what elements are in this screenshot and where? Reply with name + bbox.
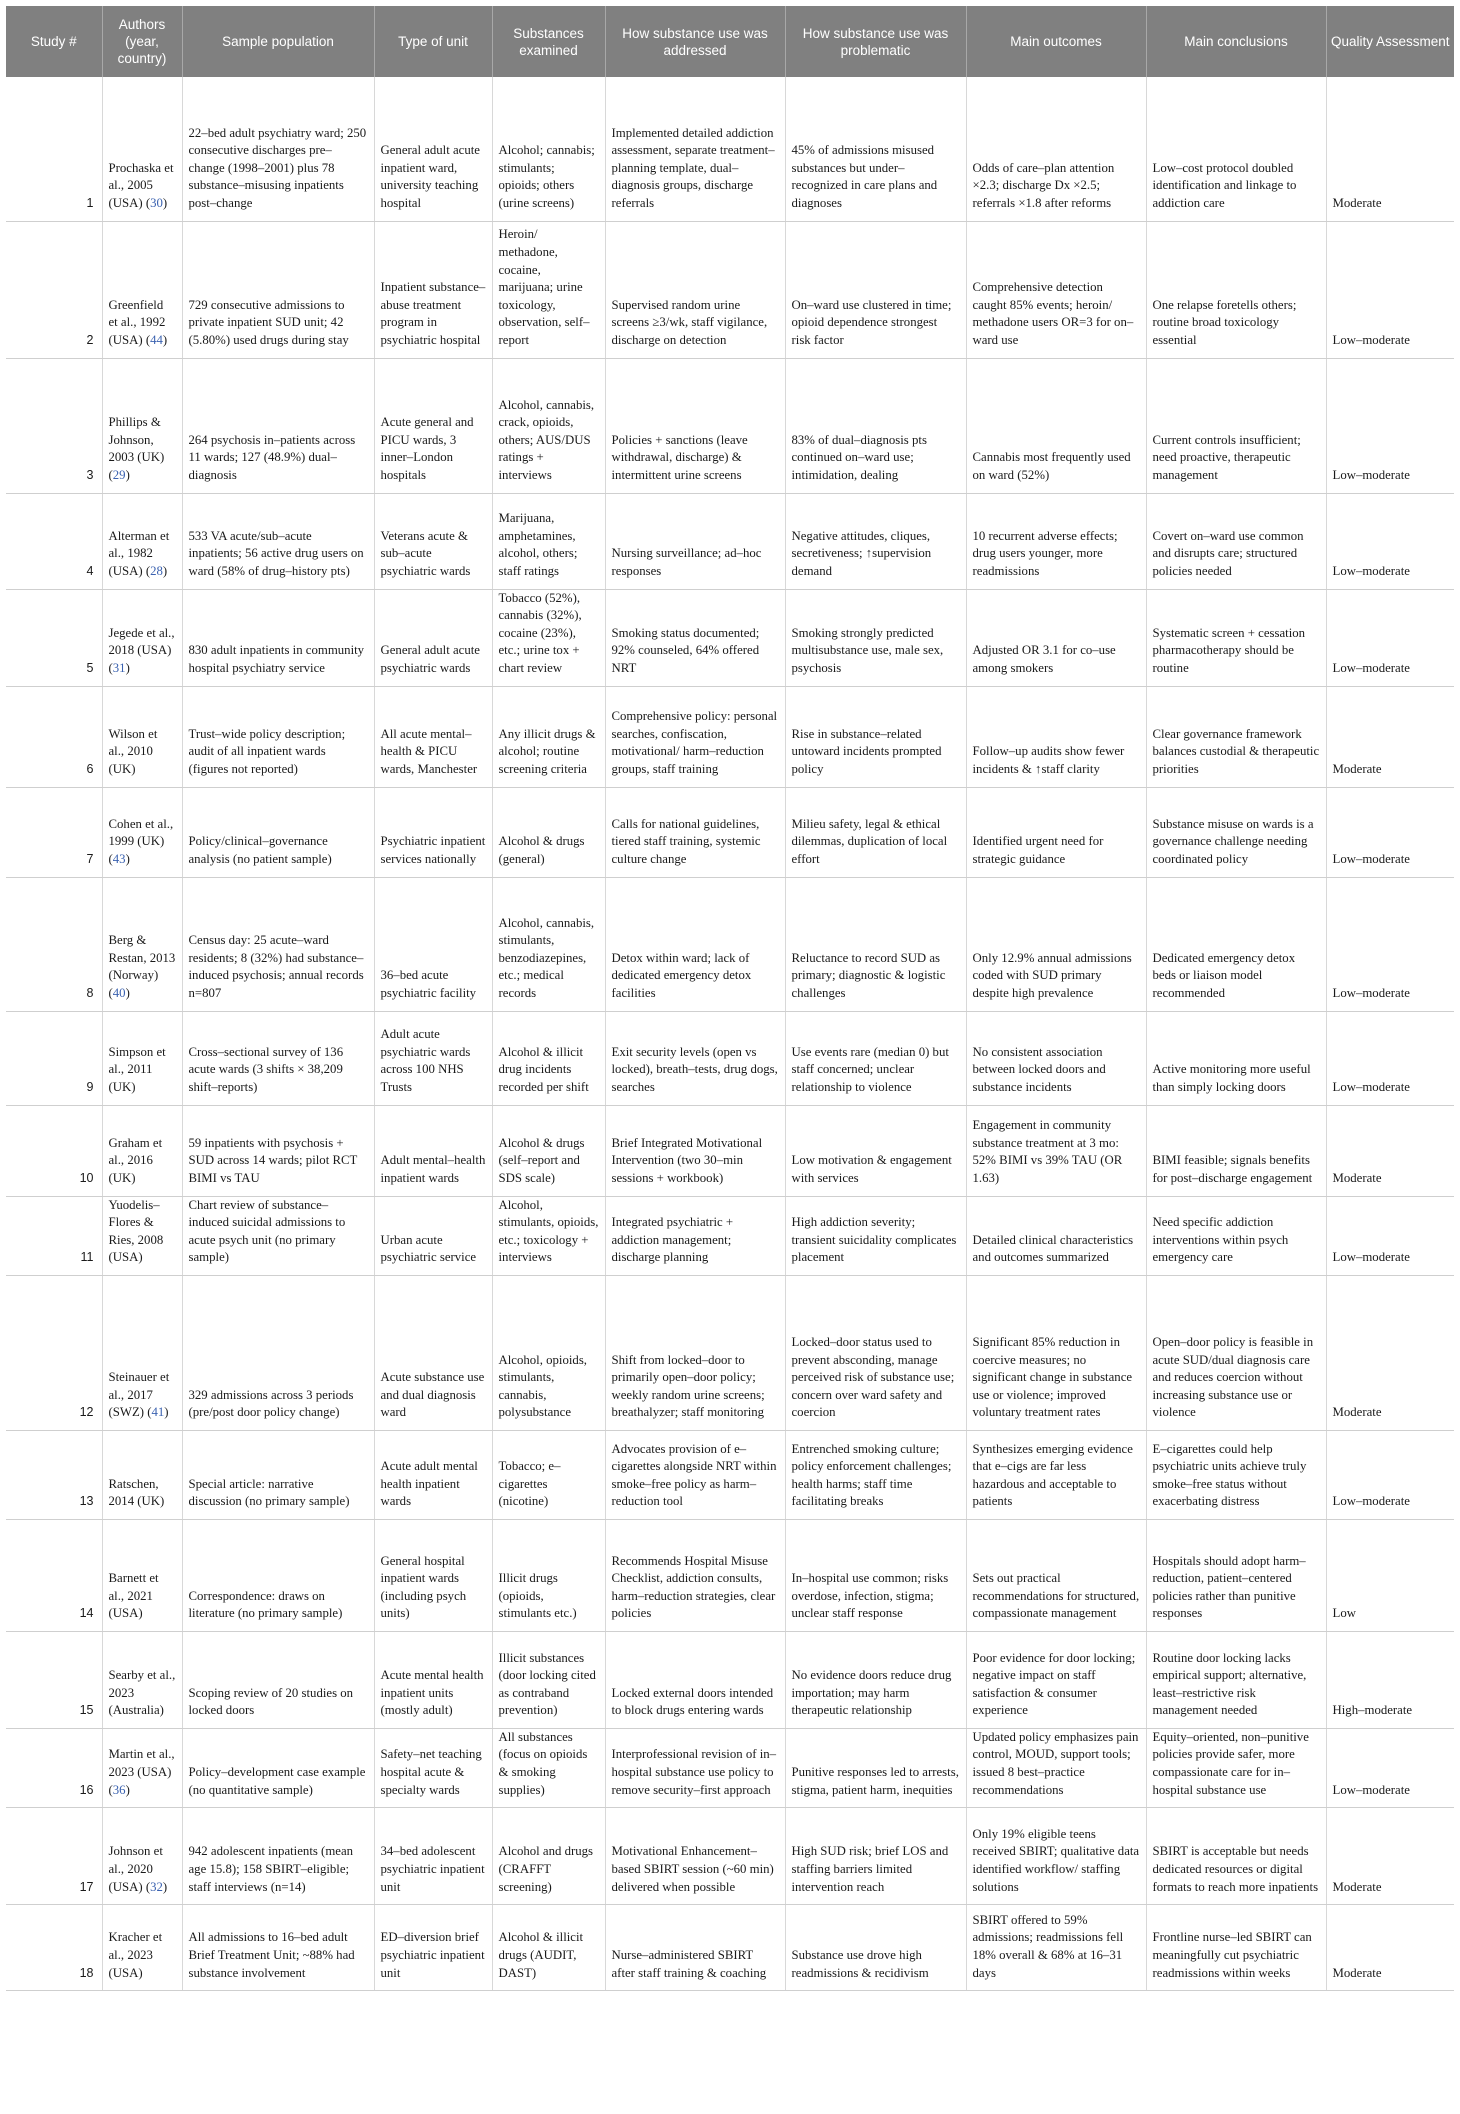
cell-how-problematic: Milieu safety, legal & ethical dilemmas, duplication of local effort [785, 787, 966, 877]
table-row [6, 221, 1454, 358]
cell-how-problematic: Smoking strongly predicted multisubstance use, male sex, psychosis [785, 589, 966, 686]
cell-substances: Alcohol and drugs (CRAFFT screening) [492, 1808, 605, 1905]
author-text: Graham et al., 2016 (UK) [108, 1135, 163, 1185]
cell-how-problematic: Low motivation & engagement with services [785, 1105, 966, 1196]
cell-how-addressed: Interprofessional revision of in–hospital substance use policy to remove security–first approach [605, 1728, 785, 1807]
cell-sample-population: Trust–wide policy description; audit of all inpatient wards (figures not reported) [182, 686, 374, 787]
cell-main-conclusions: Dedicated emergency detox beds or liaison model recommended [1146, 877, 1326, 1011]
cell-authors [102, 686, 182, 787]
cell-how-problematic: Rise in substance–related untoward incidents prompted policy [785, 686, 966, 787]
cell-type-of-unit: All acute mental–health & PICU wards, Manchester [374, 686, 492, 787]
table-row [6, 1275, 1454, 1430]
cell-how-problematic: In–hospital use common; risks overdose, infection, stigma; unclear staff response [785, 1519, 966, 1631]
cell-main-conclusions: SBIRT is acceptable but needs dedicated resources or digital formats to reach more inpatients [1146, 1808, 1326, 1905]
cell-study-number: 1 [6, 77, 102, 221]
cell-type-of-unit: Adult acute psychiatric wards across 100 NHS Trusts [374, 1011, 492, 1105]
cell-type-of-unit: 36–bed acute psychiatric facility [374, 877, 492, 1011]
cell-authors [102, 1905, 182, 1991]
cell-quality-assessment: Moderate [1326, 1105, 1454, 1196]
cell-sample-population: 329 admissions across 3 periods (pre/post door policy change) [182, 1275, 374, 1430]
cell-authors [102, 787, 182, 877]
cell-study-number: 3 [6, 358, 102, 493]
table-row [6, 1011, 1454, 1105]
study-table-container [6, 6, 1454, 1991]
table-row [6, 589, 1454, 686]
table-row [6, 1105, 1454, 1196]
cell-sample-population: 533 VA acute/sub–acute inpatients; 56 active drug users on ward (58% of drug–history pts) [182, 493, 374, 589]
cell-authors [102, 877, 182, 1011]
author-text-close: ) [125, 985, 130, 1000]
cell-study-number: 9 [6, 1011, 102, 1105]
cell-quality-assessment: Low–moderate [1326, 1728, 1454, 1807]
cell-main-conclusions: Clear governance framework balances custodial & therapeutic priorities [1146, 686, 1326, 787]
cell-study-number: 6 [6, 686, 102, 787]
author-text-close: ) [125, 660, 130, 675]
cell-authors [102, 1430, 182, 1519]
cell-main-outcomes: Comprehensive detection caught 85% events; heroin/ methadone users OR=3 for on–ward use [966, 221, 1146, 358]
cell-how-addressed: Motivational Enhancement–based SBIRT session (~60 min) delivered when possible [605, 1808, 785, 1905]
cell-substances: Marijuana, amphetamines, alcohol, others; staff ratings [492, 493, 605, 589]
reference-link[interactable]: 30 [150, 195, 163, 210]
header-how-problematic: How substance use was problematic [785, 6, 966, 77]
author-text-close: ) [162, 1879, 168, 1894]
author-text: Searby et al., 2023 (Australia) [108, 1668, 176, 1718]
cell-type-of-unit: General adult acute psychiatric wards [374, 589, 492, 686]
cell-study-number: 11 [6, 1196, 102, 1275]
table-row [6, 1631, 1454, 1728]
study-characteristics-table [6, 6, 1454, 1991]
reference-link[interactable]: 36 [112, 1782, 126, 1797]
cell-study-number: 8 [6, 877, 102, 1011]
cell-main-conclusions: Equity–oriented, non–punitive policies provide safer, more compassionate care for in–hospital substance use [1146, 1728, 1326, 1807]
author-text-close: ) [162, 195, 168, 210]
cell-substances: Any illicit drugs & alcohol; routine screening criteria [492, 686, 605, 787]
cell-type-of-unit: General adult acute inpatient ward, university teaching hospital [374, 77, 492, 221]
table-row [6, 358, 1454, 493]
cell-quality-assessment: Low [1326, 1519, 1454, 1631]
reference-link[interactable]: 43 [112, 851, 126, 866]
cell-main-outcomes: Synthesizes emerging evidence that e–cigs are far less hazardous and acceptable to patients [966, 1430, 1146, 1519]
cell-study-number: 5 [6, 589, 102, 686]
cell-authors [102, 358, 182, 493]
cell-study-number: 13 [6, 1430, 102, 1519]
cell-main-conclusions: Current controls insufficient; need proactive, therapeutic management [1146, 358, 1326, 493]
cell-authors [102, 1728, 182, 1807]
cell-substances: All substances (focus on opioids & smoking supplies) [492, 1728, 605, 1807]
cell-main-conclusions: Open–door policy is feasible in acute SUD/dual diagnosis care and reduces coercion without increasing substance use or violence [1146, 1275, 1326, 1430]
cell-main-conclusions: One relapse foretells others; routine broad toxicology essential [1146, 221, 1326, 358]
cell-main-conclusions: Substance misuse on wards is a governance challenge needing coordinated policy [1146, 787, 1326, 877]
cell-authors [102, 1011, 182, 1105]
cell-sample-population: Policy/clinical–governance analysis (no patient sample) [182, 787, 374, 877]
table-body [6, 77, 1454, 1991]
cell-main-outcomes: Follow–up audits show fewer incidents & ↑staff clarity [966, 686, 1146, 787]
author-text: Greenfield et al., 1992 (USA) ( [108, 297, 166, 347]
cell-how-problematic: Locked–door status used to prevent absconding, manage perceived risk of substance use; concern over ward safety and coercion [785, 1275, 966, 1430]
cell-substances: Tobacco (52%), cannabis (32%), cocaine (23%), etc.; urine tox + chart review [492, 589, 605, 686]
cell-how-problematic: On–ward use clustered in time; opioid dependence strongest risk factor [785, 221, 966, 358]
cell-type-of-unit: ED–diversion brief psychiatric inpatient unit [374, 1905, 492, 1991]
cell-quality-assessment: High–moderate [1326, 1631, 1454, 1728]
cell-quality-assessment: Moderate [1326, 686, 1454, 787]
cell-substances: Tobacco; e–cigarettes (nicotine) [492, 1430, 605, 1519]
cell-how-problematic: High addiction severity; transient suicidality complicates placement [785, 1196, 966, 1275]
author-text: Johnson et al., 2020 (USA) ( [108, 1844, 163, 1894]
reference-link[interactable]: 41 [151, 1405, 165, 1420]
cell-authors [102, 1196, 182, 1275]
cell-main-outcomes: Identified urgent need for strategic guidance [966, 787, 1146, 877]
reference-link[interactable]: 40 [112, 985, 126, 1000]
cell-substances: Illicit substances (door locking cited as contraband prevention) [492, 1631, 605, 1728]
cell-main-outcomes: Significant 85% reduction in coercive measures; no significant change in substance use or violence; improved voluntary treatment rates [966, 1275, 1146, 1430]
cell-main-outcomes: No consistent association between locked doors and substance incidents [966, 1011, 1146, 1105]
cell-sample-population: 264 psychosis in–patients across 11 wards; 127 (48.9%) dual–diagnosis [182, 358, 374, 493]
cell-main-conclusions: Routine door locking lacks empirical support; alternative, least–restrictive risk management needed [1146, 1631, 1326, 1728]
cell-main-outcomes: Updated policy emphasizes pain control, MOUD, support tools; issued 8 best–practice recommendations [966, 1728, 1146, 1807]
cell-how-problematic: Punitive responses led to arrests, stigma, patient harm, inequities [785, 1728, 966, 1807]
author-text: Cohen et al., 1999 (UK) ( [108, 816, 174, 866]
cell-main-outcomes: Adjusted OR 3.1 for co–use among smokers [966, 589, 1146, 686]
cell-sample-population: 729 consecutive admissions to private inpatient SUD unit; 42 (5.80%) used drugs during stay [182, 221, 374, 358]
cell-sample-population: 942 adolescent inpatients (mean age 15.8); 158 SBIRT–eligible; staff interviews (n=14) [182, 1808, 374, 1905]
author-text-close: ) [164, 1405, 169, 1420]
cell-quality-assessment: Moderate [1326, 77, 1454, 221]
cell-authors [102, 1519, 182, 1631]
author-text: Kracher et al., 2023 (USA) [108, 1930, 163, 1980]
header-main-conclusions: Main conclusions [1146, 6, 1326, 77]
author-text-close: ) [162, 563, 168, 578]
cell-sample-population: 22–bed adult psychiatry ward; 250 consecutive discharges pre–change (1998–2001) plus 78 substance–misusing inpatients post–change [182, 77, 374, 221]
cell-sample-population: 830 adult inpatients in community hospital psychiatry service [182, 589, 374, 686]
cell-how-addressed: Comprehensive policy: personal searches, confiscation, motivational/ harm–reduction groups, staff training [605, 686, 785, 787]
cell-substances: Alcohol & illicit drugs (AUDIT, DAST) [492, 1905, 605, 1991]
cell-type-of-unit: 34–bed adolescent psychiatric inpatient unit [374, 1808, 492, 1905]
author-text: Alterman et al., 1982 (USA) ( [108, 528, 170, 578]
cell-how-problematic: Use events rare (median 0) but staff concerned; unclear relationship to violence [785, 1011, 966, 1105]
cell-study-number: 14 [6, 1519, 102, 1631]
table-row [6, 493, 1454, 589]
cell-authors [102, 1275, 182, 1430]
cell-main-outcomes: Only 19% eligible teens received SBIRT; qualitative data identified workflow/ staffing solutions [966, 1808, 1146, 1905]
cell-type-of-unit: Acute mental health inpatient units (mostly adult) [374, 1631, 492, 1728]
author-text-close: ) [125, 1782, 130, 1797]
author-text: Simpson et al., 2011 (UK) [108, 1044, 166, 1094]
cell-sample-population: Census day: 25 acute–ward residents; 8 (32%) had substance–induced psychosis; annual records n=807 [182, 877, 374, 1011]
cell-sample-population: Special article: narrative discussion (no primary sample) [182, 1430, 374, 1519]
cell-how-problematic: 83% of dual–diagnosis pts continued on–ward use; intimidation, dealing [785, 358, 966, 493]
cell-sample-population: Chart review of substance–induced suicidal admissions to acute psych unit (no primary sample) [182, 1196, 374, 1275]
author-text: Phillips & Johnson, 2003 (UK) ( [108, 415, 165, 482]
cell-main-conclusions: BIMI feasible; signals benefits for post–discharge engagement [1146, 1105, 1326, 1196]
cell-how-addressed: Supervised random urine screens ≥3/wk, staff vigilance, discharge on detection [605, 221, 785, 358]
cell-sample-population: Correspondence: draws on literature (no primary sample) [182, 1519, 374, 1631]
cell-quality-assessment: Low–moderate [1326, 787, 1454, 877]
cell-sample-population: Scoping review of 20 studies on locked doors [182, 1631, 374, 1728]
reference-link[interactable]: 31 [112, 660, 126, 675]
table-row [6, 787, 1454, 877]
cell-type-of-unit: Psychiatric inpatient services nationally [374, 787, 492, 877]
reference-link[interactable]: 32 [150, 1879, 163, 1894]
cell-how-addressed: Shift from locked–door to primarily open–door policy; weekly random urine screens; breathalyzer; staff monitoring [605, 1275, 785, 1430]
cell-quality-assessment: Low–moderate [1326, 1011, 1454, 1105]
cell-main-outcomes: Only 12.9% annual admissions coded with SUD primary despite high prevalence [966, 877, 1146, 1011]
cell-substances: Alcohol, opioids, stimulants, cannabis, polysubstance [492, 1275, 605, 1430]
cell-type-of-unit: Safety–net teaching hospital acute & specialty wards [374, 1728, 492, 1807]
cell-type-of-unit: Adult mental–health inpatient wards [374, 1105, 492, 1196]
header-quality-assessment: Quality Assessment [1326, 6, 1454, 77]
cell-type-of-unit: Acute adult mental health inpatient wards [374, 1430, 492, 1519]
table-row [6, 1905, 1454, 1991]
cell-main-outcomes: Sets out practical recommendations for structured, compassionate management [966, 1519, 1146, 1631]
cell-main-outcomes: Poor evidence for door locking; negative impact on staff satisfaction & consumer experience [966, 1631, 1146, 1728]
reference-link[interactable]: 29 [112, 467, 126, 482]
cell-how-addressed: Advocates provision of e–cigarettes alongside NRT within smoke–free policy as harm–reduction tool [605, 1430, 785, 1519]
cell-quality-assessment: Moderate [1326, 1905, 1454, 1991]
cell-type-of-unit: General hospital inpatient wards (including psych units) [374, 1519, 492, 1631]
header-substances-examined: Substances examined [492, 6, 605, 77]
cell-authors [102, 1808, 182, 1905]
header-type-of-unit: Type of unit [374, 6, 492, 77]
cell-how-addressed: Smoking status documented; 92% counseled, 64% offered NRT [605, 589, 785, 686]
cell-main-conclusions: Systematic screen + cessation pharmacotherapy should be routine [1146, 589, 1326, 686]
cell-sample-population: Policy–development case example (no quantitative sample) [182, 1728, 374, 1807]
cell-type-of-unit: Acute substance use and dual diagnosis ward [374, 1275, 492, 1430]
cell-quality-assessment: Low–moderate [1326, 1430, 1454, 1519]
header-how-addressed: How substance use was addressed [605, 6, 785, 77]
cell-how-problematic: Negative attitudes, cliques, secretiveness; ↑supervision demand [785, 493, 966, 589]
header-row [6, 6, 1454, 77]
cell-study-number: 7 [6, 787, 102, 877]
cell-how-problematic: Substance use drove high readmissions & recidivism [785, 1905, 966, 1991]
author-text: Barnett et al., 2021 (USA) [108, 1571, 159, 1621]
table-row [6, 1519, 1454, 1631]
cell-authors [102, 221, 182, 358]
cell-main-conclusions: Need specific addiction interventions within psych emergency care [1146, 1196, 1326, 1275]
cell-study-number: 16 [6, 1728, 102, 1807]
table-row [6, 686, 1454, 787]
cell-how-addressed: Exit security levels (open vs locked), breath–tests, drug dogs, searches [605, 1011, 785, 1105]
cell-how-addressed: Nursing surveillance; ad–hoc responses [605, 493, 785, 589]
cell-how-addressed: Detox within ward; lack of dedicated emergency detox facilities [605, 877, 785, 1011]
cell-study-number: 2 [6, 221, 102, 358]
cell-main-conclusions: Active monitoring more useful than simply locking doors [1146, 1011, 1326, 1105]
cell-main-conclusions: Low–cost protocol doubled identification and linkage to addiction care [1146, 77, 1326, 221]
author-text: Prochaska et al., 2005 (USA) ( [108, 160, 174, 210]
cell-substances: Heroin/ methadone, cocaine, marijuana; urine toxicology, observation, self–report [492, 221, 605, 358]
cell-substances: Alcohol, cannabis, crack, opioids, others; AUS/DUS ratings + interviews [492, 358, 605, 493]
cell-main-conclusions: E–cigarettes could help psychiatric units achieve truly smoke–free status without exacerbating distress [1146, 1430, 1326, 1519]
author-text-close: ) [125, 851, 130, 866]
reference-link[interactable]: 28 [150, 563, 163, 578]
cell-main-outcomes: 10 recurrent adverse effects; drug users younger, more readmissions [966, 493, 1146, 589]
cell-quality-assessment: Low–moderate [1326, 493, 1454, 589]
cell-substances: Alcohol; cannabis; stimulants; opioids; others (urine screens) [492, 77, 605, 221]
cell-quality-assessment: Low–moderate [1326, 589, 1454, 686]
cell-how-problematic: Reluctance to record SUD as primary; diagnostic & logistic challenges [785, 877, 966, 1011]
author-text: Ratschen, 2014 (UK) [108, 1476, 165, 1509]
cell-authors [102, 1105, 182, 1196]
cell-how-addressed: Integrated psychiatric + addiction management; discharge planning [605, 1196, 785, 1275]
cell-main-conclusions: Covert on–ward use common and disrupts care; structured policies needed [1146, 493, 1326, 589]
reference-link[interactable]: 44 [150, 332, 163, 347]
cell-main-outcomes: Odds of care–plan attention ×2.3; discharge Dx ×2.5; referrals ×1.8 after reforms [966, 77, 1146, 221]
cell-quality-assessment: Low–moderate [1326, 877, 1454, 1011]
cell-substances: Illicit drugs (opioids, stimulants etc.) [492, 1519, 605, 1631]
cell-sample-population: All admissions to 16–bed adult Brief Treatment Unit; ~88% had substance involvement [182, 1905, 374, 1991]
cell-main-outcomes: Engagement in community substance treatment at 3 mo: 52% BIMI vs 39% TAU (OR 1.63) [966, 1105, 1146, 1196]
author-text-close: ) [125, 467, 130, 482]
table-row [6, 1196, 1454, 1275]
cell-main-conclusions: Frontline nurse–led SBIRT can meaningfully cut psychiatric readmissions within weeks [1146, 1905, 1326, 1991]
header-authors: Authors (year, country) [102, 6, 182, 77]
cell-substances: Alcohol, stimulants, opioids, etc.; toxicology + interviews [492, 1196, 605, 1275]
table-row [6, 1808, 1454, 1905]
cell-quality-assessment: Low–moderate [1326, 1196, 1454, 1275]
cell-main-conclusions: Hospitals should adopt harm–reduction, patient–centered policies rather than punitive responses [1146, 1519, 1326, 1631]
cell-main-outcomes: Cannabis most frequently used on ward (52%) [966, 358, 1146, 493]
cell-how-addressed: Locked external doors intended to block drugs entering wards [605, 1631, 785, 1728]
cell-type-of-unit: Inpatient substance–abuse treatment program in psychiatric hospital [374, 221, 492, 358]
cell-quality-assessment: Low–moderate [1326, 358, 1454, 493]
cell-substances: Alcohol & drugs (self–report and SDS scale) [492, 1105, 605, 1196]
author-text: Yuodelis–Flores & Ries, 2008 (USA) [108, 1197, 164, 1265]
cell-type-of-unit: Urban acute psychiatric service [374, 1196, 492, 1275]
header-study-number: Study # [6, 6, 102, 77]
author-text: Wilson et al., 2010 (UK) [108, 726, 158, 776]
cell-how-addressed: Recommends Hospital Misuse Checklist, addiction consults, harm–reduction strategies, clear policies [605, 1519, 785, 1631]
cell-main-outcomes: SBIRT offered to 59% admissions; readmissions fell 18% overall & 68% at 16–31 days [966, 1905, 1146, 1991]
header-sample-population: Sample population [182, 6, 374, 77]
cell-study-number: 4 [6, 493, 102, 589]
author-text: Steinauer et al., 2017 (SWZ) ( [108, 1370, 170, 1420]
cell-how-problematic: Entrenched smoking culture; policy enforcement challenges; health harms; staff time facilitating breaks [785, 1430, 966, 1519]
cell-substances: Alcohol & drugs (general) [492, 787, 605, 877]
cell-authors [102, 493, 182, 589]
cell-how-problematic: 45% of admissions misused substances but under–recognized in care plans and diagnoses [785, 77, 966, 221]
cell-quality-assessment: Low–moderate [1326, 221, 1454, 358]
cell-study-number: 18 [6, 1905, 102, 1991]
table-row [6, 77, 1454, 221]
cell-authors [102, 589, 182, 686]
cell-how-problematic: No evidence doors reduce drug importation; may harm therapeutic relationship [785, 1631, 966, 1728]
cell-authors [102, 77, 182, 221]
cell-substances: Alcohol & illicit drug incidents recorded per shift [492, 1011, 605, 1105]
cell-main-outcomes: Detailed clinical characteristics and outcomes summarized [966, 1196, 1146, 1275]
header-main-outcomes: Main outcomes [966, 6, 1146, 77]
cell-type-of-unit: Veterans acute & sub–acute psychiatric wards [374, 493, 492, 589]
author-text: Martin et al., 2023 (USA) ( [108, 1747, 175, 1797]
cell-sample-population: Cross–sectional survey of 136 acute wards (3 shifts × 38,209 shift–reports) [182, 1011, 374, 1105]
cell-how-addressed: Implemented detailed addiction assessment, separate treatment–planning template, dual–diagnosis groups, discharge referrals [605, 77, 785, 221]
cell-authors [102, 1631, 182, 1728]
cell-sample-population: 59 inpatients with psychosis + SUD across 14 wards; pilot RCT BIMI vs TAU [182, 1105, 374, 1196]
cell-study-number: 12 [6, 1275, 102, 1430]
cell-how-problematic: High SUD risk; brief LOS and staffing barriers limited intervention reach [785, 1808, 966, 1905]
cell-substances: Alcohol, cannabis, stimulants, benzodiazepines, etc.; medical records [492, 877, 605, 1011]
cell-type-of-unit: Acute general and PICU wards, 3 inner–London hospitals [374, 358, 492, 493]
cell-how-addressed: Nurse–administered SBIRT after staff training & coaching [605, 1905, 785, 1991]
cell-quality-assessment: Moderate [1326, 1275, 1454, 1430]
author-text: Berg & Restan, 2013 (Norway) ( [108, 933, 176, 1000]
cell-how-addressed: Brief Integrated Motivational Intervention (two 30–min sessions + workbook) [605, 1105, 785, 1196]
cell-study-number: 15 [6, 1631, 102, 1728]
cell-quality-assessment: Moderate [1326, 1808, 1454, 1905]
table-row [6, 877, 1454, 1011]
cell-how-addressed: Policies + sanctions (leave withdrawal, discharge) & intermittent urine screens [605, 358, 785, 493]
author-text: Jegede et al., 2018 (USA) ( [108, 625, 175, 675]
table-row [6, 1728, 1454, 1807]
cell-study-number: 17 [6, 1808, 102, 1905]
cell-study-number: 10 [6, 1105, 102, 1196]
table-row [6, 1430, 1454, 1519]
cell-how-addressed: Calls for national guidelines, tiered staff training, systemic culture change [605, 787, 785, 877]
author-text-close: ) [162, 332, 168, 347]
